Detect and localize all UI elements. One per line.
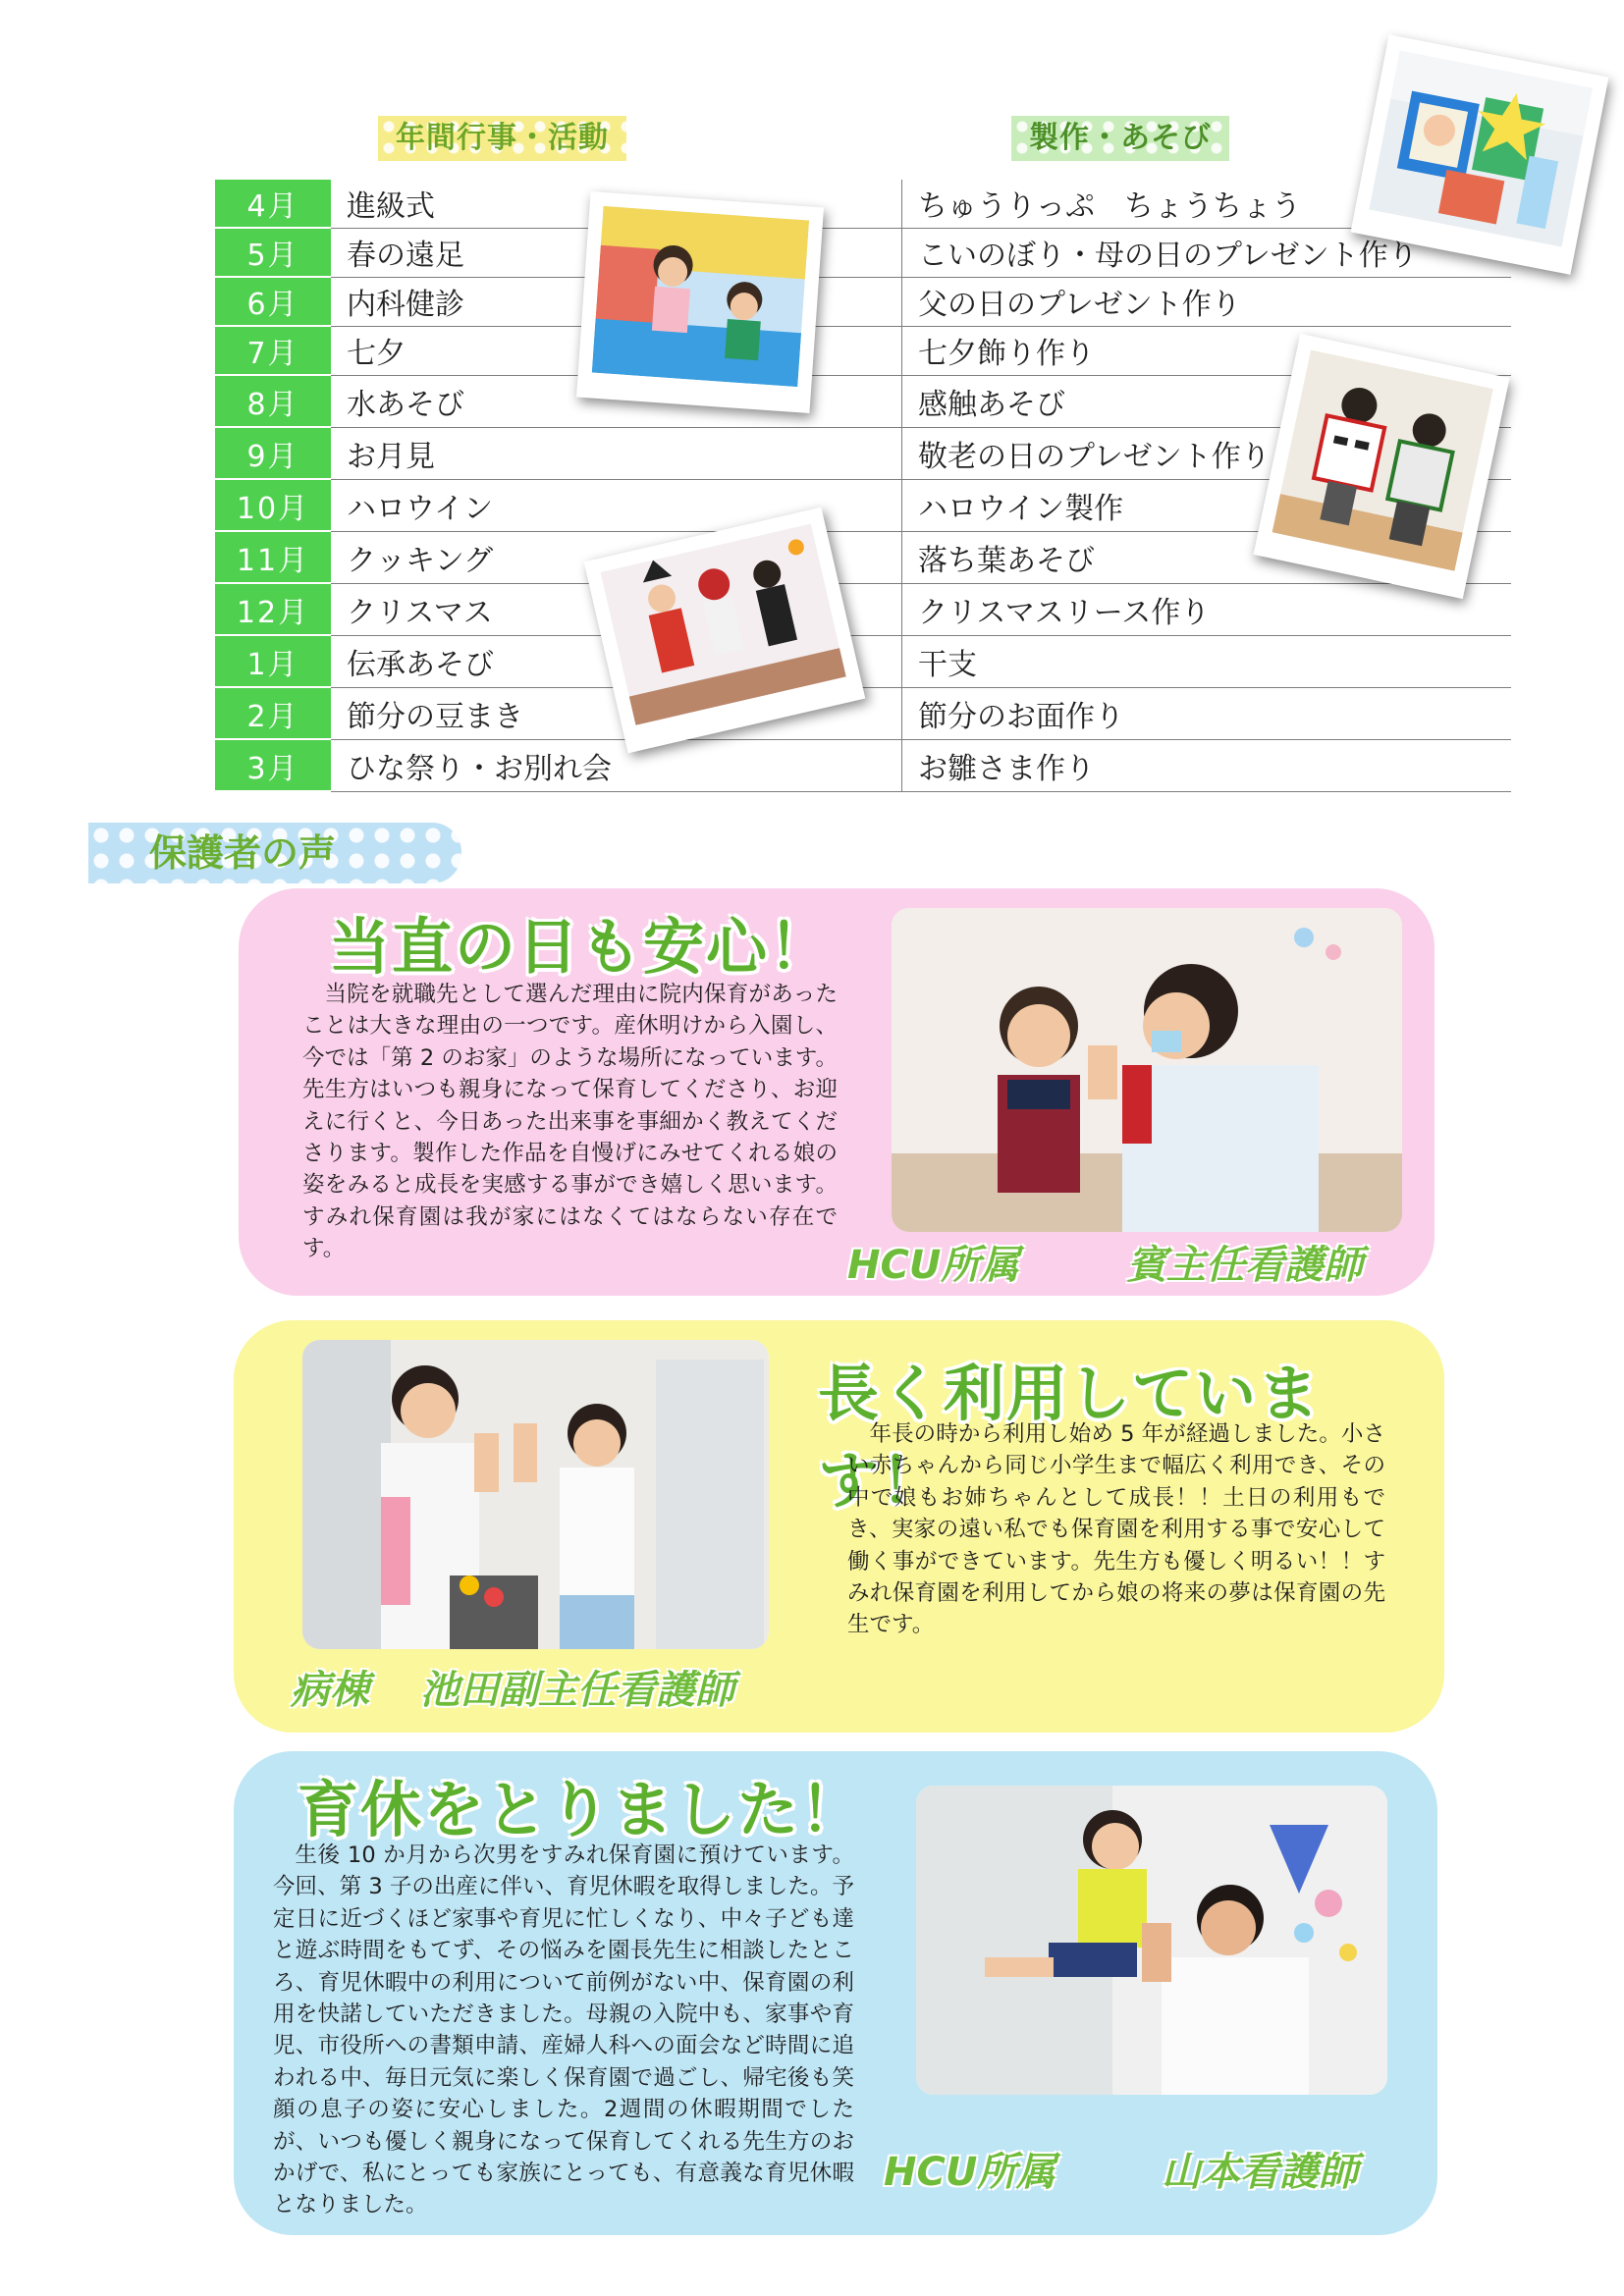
month-cell: 6月 <box>215 277 331 326</box>
events-column-header: 年間行事・活動 <box>378 116 626 161</box>
halloween-costume-image <box>600 523 845 724</box>
event-cell: 節分の豆まき <box>331 687 902 739</box>
month-cell: 1月 <box>215 635 331 687</box>
card-body: 年長の時から利用し始め 5 年が経過しました。小さい赤ちゃんから同じ小学生まで幅広く利用でき、その中で娘もお姉ちゃんとして成長！！土日の利用もでき、実家の遠い私でも保育園を利用する事で安心して働く事ができています。先生方も優しく明るい！！すみれ保育園を利用してから娘の将来の夢は保育園の先生です。 <box>847 1421 1385 1638</box>
testimonial-card-childcare-leave <box>234 1751 1437 2235</box>
testimonial-card-long-use <box>234 1320 1444 1733</box>
card-title: 長く利用しています！ <box>818 1358 1322 1517</box>
event-cell: 内科健診 <box>331 277 902 326</box>
event-cell: お月見 <box>331 427 902 479</box>
mask-craft-image <box>1272 349 1493 570</box>
event-cell: 七夕 <box>331 326 902 375</box>
table-row <box>215 228 1511 277</box>
craft-cell: こいのぼり・母の日のプレゼント作り <box>902 228 1512 277</box>
month-cell: 10月 <box>215 479 331 531</box>
table-row <box>215 277 1511 326</box>
water-play-image <box>592 206 809 387</box>
craft-cell: 節分のお面作り <box>902 687 1512 739</box>
parent-voices-heading: 保護者の声 <box>88 823 461 883</box>
card-photo <box>892 908 1402 1232</box>
event-cell: 春の遠足 <box>331 228 902 277</box>
event-cell: クッキング <box>331 531 902 583</box>
month-cell: 9月 <box>215 427 331 479</box>
table-row <box>215 180 1511 228</box>
card-photo <box>916 1786 1387 2095</box>
table-row <box>215 583 1511 635</box>
craft-cell: 干支 <box>902 635 1512 687</box>
card-body: 当院を就職先として選んだ理由に院内保育があったことは大きな理由の一つです。産休明けから入園し、今では「第 2 のお家」のような場所になっています。先生方はいつも親身になって保育してくださり、お迎えに行くと、今日あった出来事を事細かく教えてくださります。製作した作品を自慢げにみせてくれる娘の姿をみると成長を実感する事ができ嬉しく思います。すみれ保育園は我が家にはなくてはならない存在です。 <box>302 982 838 1262</box>
craft-display-image <box>1369 51 1593 247</box>
card-signature-name: 賓主任看護師 <box>1127 1243 1363 1288</box>
craft-photo-top-right <box>1351 34 1609 275</box>
craft-cell: ちゅうりっぷ ちょうちょう <box>902 180 1512 228</box>
month-cell: 7月 <box>215 326 331 375</box>
card-signature-name: 池田副主任看護師 <box>420 1668 734 1713</box>
craft-cell: お雛さま作り <box>902 739 1512 791</box>
high-five-photo <box>892 908 1402 1232</box>
water-play-photo <box>576 191 824 413</box>
month-cell: 5月 <box>215 228 331 277</box>
craft-cell: 感触あそび <box>902 375 1512 427</box>
card-title: 当直の日も安心！ <box>329 911 833 983</box>
card-photo <box>302 1340 769 1649</box>
card-signature-dept: HCU所属 <box>847 1243 1020 1288</box>
card-title: 育休をとりました！ <box>298 1774 864 1845</box>
month-cell: 8月 <box>215 375 331 427</box>
card-signature-name: 山本看護師 <box>1162 2150 1358 2195</box>
event-cell: 水あそび <box>331 375 902 427</box>
month-cell: 2月 <box>215 687 331 739</box>
month-cell: 4月 <box>215 180 331 228</box>
event-cell: ハロウイン <box>331 479 902 531</box>
father-lifting-child-photo <box>916 1786 1387 2095</box>
table-row <box>215 635 1511 687</box>
craft-cell: 落ち葉あそび <box>902 531 1512 583</box>
month-cell: 3月 <box>215 739 331 791</box>
event-cell: クリスマス <box>331 583 902 635</box>
event-cell: 進級式 <box>331 180 902 228</box>
craft-cell: 父の日のプレゼント作り <box>902 277 1512 326</box>
event-cell: 伝承あそび <box>331 635 902 687</box>
craft-cell: クリスマスリース作り <box>902 583 1512 635</box>
craft-cell: 七夕飾り作り <box>902 326 1512 375</box>
craft-cell: 敬老の日のプレゼント作り <box>902 427 1512 479</box>
table-row <box>215 739 1511 791</box>
card-body: 生後 10 か月から次男をすみれ保育園に預けています。今回、第 3 子の出産に伴い、育児休暇を取得しました。予定日に近づくほど家事や育児に忙しくなり、中々子ども達と遊ぶ時間をもてず、その悩みを園長先生に相談したところ、育児休暇中の利用について前例がない中、保育園の利用を快諾していただきました。母親の入院中も、家事や育児、市役所への書類申請、産婦人科への面会など時間に追われる中、毎日元気に楽しく保育園で過ごし、帰宅後も笑顔の息子の姿に安心しました。2週間の休暇期間でしたが、いつも優しく親身になって保育してくれる先生方のおかげで、私にとっても家族にとっても、有意義な育児休暇となりました。 <box>273 1842 854 2218</box>
month-cell: 12月 <box>215 583 331 635</box>
card-signature-dept: HCU所属 <box>884 2150 1056 2195</box>
card-signature-dept: 病棟 <box>291 1668 369 1713</box>
crafts-column-header: 製作・あそび <box>1011 116 1229 161</box>
nurse-high-five-photo <box>302 1340 769 1649</box>
craft-cell: ハロウイン製作 <box>902 479 1512 531</box>
month-cell: 11月 <box>215 531 331 583</box>
testimonial-card-night-shift <box>239 888 1435 1296</box>
event-cell: ひな祭り・お別れ会 <box>331 739 902 791</box>
